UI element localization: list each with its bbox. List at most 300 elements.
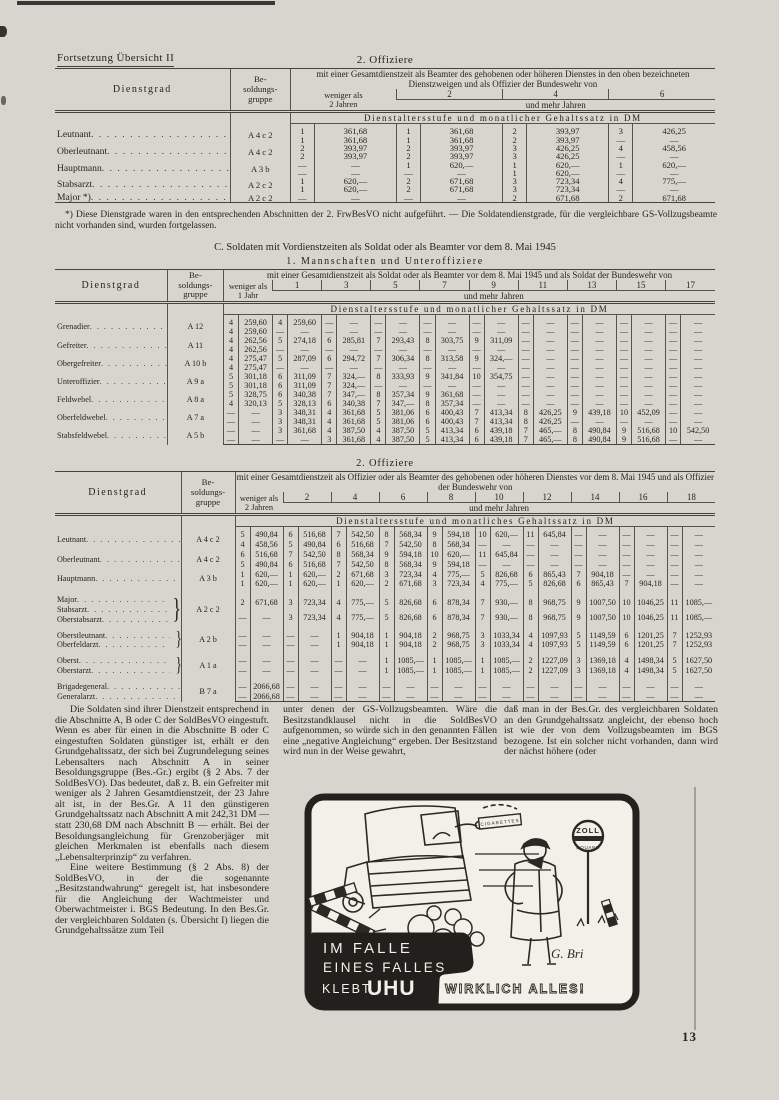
stufe-cell: 4	[523, 625, 538, 641]
amount-cell: —	[288, 363, 322, 372]
col-header-years: 11	[518, 280, 567, 291]
amount-cell: 259,60	[288, 315, 322, 328]
amount-cell: —	[634, 560, 667, 570]
amount-cell: 568,34	[346, 550, 379, 560]
stufe-cell: —	[420, 315, 435, 328]
stufe-cell: —	[619, 527, 634, 540]
amount-cell: —	[682, 560, 715, 570]
stufe-cell: —	[396, 169, 420, 177]
amount-cell: —	[681, 327, 715, 336]
stufe-cell: 4	[223, 363, 238, 372]
stufe-cell: 2	[396, 144, 420, 152]
brace-glyph: }	[172, 593, 182, 625]
amount-cell: 594,18	[442, 527, 475, 540]
table-row	[55, 408, 715, 417]
amount-cell: 826,68	[490, 570, 523, 580]
stufe-cell: —	[571, 527, 586, 540]
dienstgrad-cell: Unteroffizier . . .	[55, 372, 167, 390]
stufe-cell: 4	[609, 144, 633, 152]
stufe-cell: 2	[503, 136, 527, 144]
amount-cell: 542,50	[346, 560, 379, 570]
stufe-cell: 9	[469, 354, 484, 363]
dienstgrad-cell: Oberleutnant . . .	[55, 144, 230, 161]
stufe-cell: —	[290, 194, 314, 203]
stufe-cell: 6	[469, 426, 484, 435]
amount-cell: 1085,—	[682, 611, 715, 625]
amount-cell: —	[586, 540, 619, 550]
amount-cell: —	[298, 676, 331, 692]
amount-cell: 645,84	[490, 550, 523, 560]
amount-cell: —	[288, 345, 322, 354]
cartoonist-signature: G. Bri	[551, 946, 584, 961]
stufe-cell: —	[518, 372, 533, 381]
stufe-cell: 4	[523, 640, 538, 650]
amount-cell: —	[435, 315, 469, 328]
table-row	[55, 354, 715, 363]
col-header-more-years: und mehr Jahren	[469, 503, 530, 514]
amount-cell: —	[582, 399, 616, 408]
amount-cell: 1498,34	[634, 650, 667, 666]
stufe-cell: 1	[283, 570, 298, 580]
amount-cell: 878,34	[442, 589, 475, 611]
svg-text:KLEBT: KLEBT	[322, 982, 372, 996]
col-header-less-than: weniger als 2 Jahren	[235, 492, 283, 515]
amount-cell: —	[681, 363, 715, 372]
amount-cell: 400,43	[435, 417, 469, 426]
amount-cell: 452,09	[632, 408, 666, 417]
amount-cell: 490,84	[250, 527, 283, 540]
spacer-cell	[55, 303, 167, 315]
amount-cell: —	[533, 345, 567, 354]
stufe-cell: —	[609, 169, 633, 177]
dienstgrad-cell: Oberleutnant . . .	[55, 550, 181, 570]
stufe-cell: 1	[396, 161, 420, 169]
amount-cell: —	[634, 676, 667, 692]
scan-crease	[694, 787, 696, 1030]
amount-cell: —	[682, 570, 715, 580]
amount-cell: 671,68	[527, 194, 609, 203]
table-row	[55, 550, 715, 560]
stufe-cell: —	[469, 363, 484, 372]
stufe-cell: 9	[571, 589, 586, 611]
besoldungsgruppe-cell: A 3 b	[230, 161, 290, 178]
amount-cell: —	[634, 550, 667, 560]
stufe-cell: —	[571, 676, 586, 692]
stufe-cell: 3	[571, 666, 586, 676]
stufe-cell: —	[666, 417, 681, 426]
amount-cell: —	[586, 560, 619, 570]
stufe-subheader: Dienstaltersstufe und monatliches Gehaltssatz in DM	[235, 515, 715, 527]
stufe-cell: 8	[567, 426, 582, 435]
amount-cell: —	[681, 381, 715, 390]
running-header-left: Fortsetzung Übersicht II	[57, 52, 174, 67]
amount-cell: —	[682, 579, 715, 589]
amount-cell: —	[484, 390, 518, 399]
besoldungsgruppe-cell: A 3 b	[181, 570, 235, 590]
col-header-years: 6	[609, 89, 715, 100]
stufe-cell: —	[666, 327, 681, 336]
amount-cell: 723,34	[527, 177, 609, 185]
section-c-title: C. Soldaten mit Vordienstzeiten als Soldat oder als Beamter vor dem 8. Mai 1945	[214, 242, 556, 253]
amount-cell: 311,09	[288, 381, 322, 390]
stufe-cell: —	[619, 550, 634, 560]
stufe-cell: 8	[379, 527, 394, 540]
amount-cell: 1033,34	[490, 625, 523, 641]
stufe-cell: 1	[235, 579, 250, 589]
amount-cell: 620,—	[490, 527, 523, 540]
col-header-years: 4	[503, 89, 609, 100]
amount-cell: 393,97	[421, 152, 503, 160]
stufe-cell: —	[666, 363, 681, 372]
stufe-cell: —	[322, 327, 337, 336]
col-header-years: 16	[619, 492, 667, 503]
stufe-cell: 4	[322, 408, 337, 417]
stufe-cell: —	[619, 570, 634, 580]
amount-cell: —	[533, 354, 567, 363]
stufe-cell: 7	[371, 354, 386, 363]
stufe-cell: —	[273, 363, 288, 372]
stufe-cell: —	[322, 363, 337, 372]
amount-cell: —	[533, 390, 567, 399]
stufe-cell: 5	[475, 570, 490, 580]
amount-cell: —	[681, 315, 715, 328]
brace-glyph: }	[175, 654, 182, 677]
amount-cell: 1627,50	[682, 650, 715, 666]
col-header-years: 17	[666, 280, 715, 291]
running-header-center: 2. Offiziere	[356, 54, 414, 66]
amount-cell: —	[484, 345, 518, 354]
stufe-cell: 6	[619, 640, 634, 650]
amount-cell: 904,18	[346, 640, 379, 650]
besoldungsgruppe-cell: A 2 c 2	[181, 589, 235, 624]
stufe-cell: 2	[396, 152, 420, 160]
stufe-cell: 9	[616, 435, 631, 445]
stufe-cell: 8	[567, 435, 582, 445]
besoldungsgruppe-cell: A 2 c 2	[230, 194, 290, 203]
table-enlisted-ncos	[55, 269, 715, 445]
besoldungsgruppe-cell: A 4 c 2	[181, 550, 235, 570]
amount-cell: 490,84	[582, 426, 616, 435]
stufe-cell: 5	[379, 611, 394, 625]
amount-cell: 393,97	[314, 144, 396, 152]
stufe-cell: 10	[427, 550, 442, 560]
stufe-cell: 3	[273, 426, 288, 435]
dienstgrad-cell: Brigadegeneral . . . Generalarzt . . .	[55, 676, 181, 702]
amount-cell: 620,—	[298, 579, 331, 589]
amount-cell: —	[681, 417, 715, 426]
amount-cell: —	[586, 527, 619, 540]
section-c-sub2: 2. Offiziere	[356, 458, 414, 469]
amount-cell: 826,68	[394, 589, 427, 611]
stufe-cell: —	[567, 399, 582, 408]
stufe-cell: —	[371, 315, 386, 328]
stufe-cell: —	[371, 363, 386, 372]
amount-cell: 516,68	[298, 527, 331, 540]
stufe-cell: 6	[283, 527, 298, 540]
article-paragraph: Eine weitere Bestimmung (§ 2 Abs. 8) der SoldBesVO, in der die sogenannte „Besitzstandwahrung“ geregelt ist, hat insbesondere für die Angleichung der Wachtmeister und Oberwachtmeister i. BGS Bedeutung. In den Bes.Gr. der vergleichbaren Soldaten (s. Übersicht I) liegen die Grundgehaltssätze zum Teil	[55, 862, 269, 937]
stufe-cell: —	[523, 676, 538, 692]
amount-cell: 968,75	[442, 640, 475, 650]
amount-cell: —	[682, 540, 715, 550]
brace-glyph: }	[175, 628, 182, 651]
stufe-cell: 1	[396, 124, 420, 136]
stufe-cell: 5	[420, 426, 435, 435]
stufe-cell: 1	[290, 177, 314, 185]
stufe-cell: 5	[223, 390, 238, 399]
amount-cell: 1227,09	[538, 650, 571, 666]
stufe-cell: 9	[571, 611, 586, 625]
stufe-cell: —	[567, 390, 582, 399]
stufe-cell: 8	[371, 372, 386, 381]
stufe-cell: —	[469, 327, 484, 336]
amount-cell: 620,—	[314, 185, 396, 193]
amount-cell: 865,43	[586, 579, 619, 589]
spacer-cell	[167, 303, 223, 315]
amount-cell: —	[582, 372, 616, 381]
stufe-cell: —	[567, 363, 582, 372]
footnote: *) Diese Dienstgrade waren in den entsprechenden Abschnitten der 2. FrwBesVO nicht aufgeführt. — Die Soldatendienstgrade, für die vergleichbare GS-Vollzugsbeamte nicht vorhanden sind, wurden fortgelassen.	[55, 210, 717, 232]
amount-cell: 1369,18	[586, 666, 619, 676]
stufe-cell: 1	[396, 136, 420, 144]
stufe-cell: 1	[609, 161, 633, 169]
col-header-dienstgrad: Dienstgrad	[55, 472, 181, 515]
amount-cell: 490,84	[582, 435, 616, 445]
stufe-cell: —	[567, 315, 582, 328]
stufe-cell: —	[518, 390, 533, 399]
amount-cell: 904,18	[394, 625, 427, 641]
dienstgrad-cell: Leutnant . . .	[55, 527, 181, 550]
amount-cell: —	[421, 194, 503, 203]
stufe-cell: 3	[283, 589, 298, 611]
stufe-cell: 2	[609, 194, 633, 203]
besoldungsgruppe-cell: A 5 b	[167, 426, 223, 445]
besoldungsgruppe-cell: A 12	[167, 315, 223, 337]
amount-cell: 516,68	[632, 435, 666, 445]
amount-cell: 1007,50	[586, 611, 619, 625]
stufe-cell: 8	[523, 589, 538, 611]
stufe-cell: —	[667, 579, 682, 589]
amount-cell: 361,68	[435, 390, 469, 399]
stufe-cell: —	[667, 550, 682, 560]
amount-cell: —	[298, 692, 331, 702]
besoldungsgruppe-cell: A 4 c 2	[230, 144, 290, 161]
stufe-cell: —	[616, 327, 631, 336]
amount-cell: —	[632, 381, 666, 390]
amount-cell: —	[533, 327, 567, 336]
table-row	[55, 527, 715, 540]
stufe-cell: 5	[379, 589, 394, 611]
stufe-cell: 7	[469, 417, 484, 426]
stufe-cell: —	[616, 354, 631, 363]
amount-cell: 274,18	[288, 336, 322, 345]
stufe-cell: 2	[503, 124, 527, 136]
amount-cell: 1498,34	[634, 666, 667, 676]
stufe-cell: 8	[420, 354, 435, 363]
amount-cell: 301,18	[239, 372, 273, 381]
amount-cell: 1033,34	[490, 640, 523, 650]
amount-cell: 620,—	[633, 161, 715, 169]
stufe-cell: 4	[331, 611, 346, 625]
amount-cell: —	[386, 315, 420, 328]
amount-cell: 287,09	[288, 354, 322, 363]
stufe-cell: —	[619, 560, 634, 570]
stufe-cell: 4	[371, 426, 386, 435]
stufe-cell: 6	[420, 408, 435, 417]
spacer-cell	[55, 112, 230, 124]
stufe-subheader: Dienstaltersstufe und monatlicher Gehaltssatz in DM	[223, 303, 715, 315]
stufe-cell: 5	[273, 354, 288, 363]
amount-cell: —	[250, 640, 283, 650]
amount-cell: —	[582, 354, 616, 363]
amount-cell: 313,58	[435, 354, 469, 363]
dienstgrad-cell: Hauptmann . . .	[55, 570, 181, 590]
amount-cell: 465,—	[533, 435, 567, 445]
stufe-cell: 4	[619, 666, 634, 676]
amount-cell: 723,34	[394, 570, 427, 580]
stufe-cell: —	[223, 435, 238, 445]
stufe-cell: 5	[273, 399, 288, 408]
stufe-cell: 2	[331, 570, 346, 580]
amount-cell: 426,25	[527, 144, 609, 152]
section-c-sub1: 1. Mannschaften und Unteroffiziere	[286, 256, 484, 267]
col-header-less-than: weniger als 1 Jahr	[223, 280, 272, 303]
table-row	[55, 124, 715, 136]
stufe-cell: —	[322, 315, 337, 328]
amount-cell: 1252,93	[682, 640, 715, 650]
stufe-cell: —	[331, 676, 346, 692]
stufe-cell: —	[420, 363, 435, 372]
amount-cell: —	[250, 650, 283, 666]
amount-cell: 1149,59	[586, 625, 619, 641]
amount-cell: 568,34	[394, 527, 427, 540]
stufe-cell: —	[609, 152, 633, 160]
stufe-cell: —	[619, 676, 634, 692]
amount-cell: 826,68	[538, 579, 571, 589]
amount-cell: —	[250, 666, 283, 676]
amount-cell: —	[490, 676, 523, 692]
stufe-cell: —	[666, 354, 681, 363]
stufe-cell: —	[616, 363, 631, 372]
amount-cell: —	[386, 381, 420, 390]
stufe-cell: 6	[420, 417, 435, 426]
stufe-cell: 11	[667, 589, 682, 611]
amount-cell: 645,84	[538, 527, 571, 540]
stufe-subheader: Dienstaltersstufe und monatlicher Gehaltssatz in DM	[290, 112, 715, 124]
amount-cell: 1097,93	[538, 625, 571, 641]
stufe-cell: 1	[331, 625, 346, 641]
amount-cell: 311,09	[288, 372, 322, 381]
stufe-cell: 4	[223, 345, 238, 354]
amount-cell: 1227,09	[538, 666, 571, 676]
amount-cell: —	[533, 381, 567, 390]
stufe-cell: —	[283, 692, 298, 702]
stufe-cell: 3	[475, 640, 490, 650]
amount-cell: —	[582, 417, 616, 426]
stufe-cell: 7	[667, 640, 682, 650]
amount-cell: —	[582, 315, 616, 328]
amount-cell: 1097,93	[538, 640, 571, 650]
amount-cell: 259,60	[239, 315, 273, 328]
stufe-cell: 5	[571, 625, 586, 641]
stufe-cell: —	[235, 666, 250, 676]
stufe-cell: —	[666, 372, 681, 381]
amount-cell: —	[386, 327, 420, 336]
stufe-cell: 4	[223, 315, 238, 328]
amount-cell: 1201,25	[634, 640, 667, 650]
stufe-cell: 10	[475, 527, 490, 540]
stufe-cell: 4	[331, 589, 346, 611]
stufe-cell: 7	[571, 570, 586, 580]
stufe-cell: 8	[518, 417, 533, 426]
amount-cell: —	[386, 363, 420, 372]
amount-cell: 347,—	[386, 399, 420, 408]
amount-cell: —	[435, 327, 469, 336]
stufe-cell: 6	[235, 550, 250, 560]
amount-cell: —	[632, 363, 666, 372]
stufe-cell: 2	[379, 579, 394, 589]
amount-cell: 904,18	[586, 570, 619, 580]
stufe-cell: 6	[273, 381, 288, 390]
amount-cell: —	[298, 640, 331, 650]
col-header-years: 2	[396, 89, 502, 100]
svg-text:ZOLL: ZOLL	[576, 826, 600, 835]
amount-cell: —	[386, 345, 420, 354]
amount-cell: 516,68	[298, 560, 331, 570]
table-row	[55, 390, 715, 399]
amount-cell: —	[484, 381, 518, 390]
amount-cell: 426,25	[633, 124, 715, 136]
stufe-cell: —	[379, 692, 394, 702]
stufe-cell: 7	[371, 399, 386, 408]
amount-cell: 1046,25	[634, 611, 667, 625]
stufe-cell: 1	[475, 650, 490, 666]
span-header: mit einer Gesamtdienstzeit als Beamter des gehobenen oder höheren Dienstes in den oben bezeichneten Dienstzweigen und als Offizier der Bundeswehr von	[290, 69, 715, 90]
dienstgrad-cell: Major . . . Stabsarzt . . . Oberstabsarzt . . . }	[55, 589, 181, 624]
amount-cell: —	[442, 692, 475, 702]
amount-cell: —	[346, 666, 379, 676]
stufe-cell: 5	[667, 666, 682, 676]
amount-cell: —	[633, 136, 715, 144]
stufe-cell: —	[666, 315, 681, 328]
stufe-cell: —	[235, 650, 250, 666]
amount-cell: —	[250, 611, 283, 625]
stufe-cell: —	[667, 540, 682, 550]
spacer-cell	[181, 515, 235, 527]
stufe-cell: —	[609, 136, 633, 144]
amount-cell: 490,84	[250, 560, 283, 570]
amount-cell: 904,18	[394, 640, 427, 650]
stufe-cell: 4	[371, 435, 386, 445]
stufe-cell: —	[283, 666, 298, 676]
amount-cell: —	[632, 315, 666, 328]
stufe-cell: —	[322, 345, 337, 354]
col-header-besoldungsgruppe: Be- soldungs- gruppe	[167, 270, 223, 303]
stufe-cell: 7	[283, 550, 298, 560]
stufe-cell: 2	[290, 144, 314, 152]
amount-cell: 381,06	[386, 417, 420, 426]
amount-cell: 620,—	[298, 570, 331, 580]
stufe-cell: 2	[523, 650, 538, 666]
amount-cell: 275,47	[239, 354, 273, 363]
stufe-cell: —	[290, 161, 314, 169]
stufe-cell: —	[616, 345, 631, 354]
col-header-years: 2	[283, 492, 331, 503]
stufe-cell: —	[616, 390, 631, 399]
stufe-cell: 10	[619, 589, 634, 611]
stufe-cell: 6	[322, 354, 337, 363]
stufe-cell: 4	[609, 177, 633, 185]
stufe-cell: 8	[523, 611, 538, 625]
